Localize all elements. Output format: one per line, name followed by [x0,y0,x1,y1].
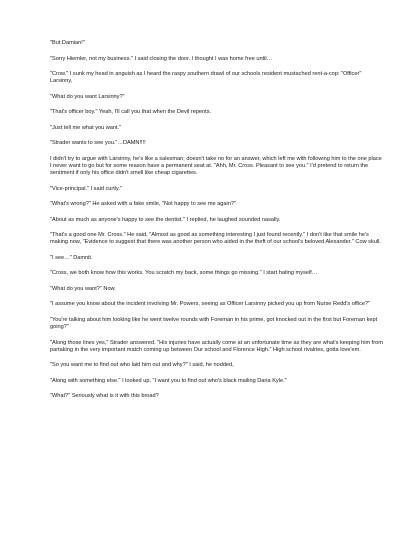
paragraph: "That's a good one Mr. Cross." He said, "Almost as good as something interesting I just found recently." I don't like that smile he's making now, "Evidence to suggest that there was another person who aided in the theft of our school's beloved Alexander." Cow skull. [50,232,381,246]
paragraph: "But Damian!" [50,40,85,46]
paragraph: "Along with something else." I looked up, "I want you to find out who's black mailing Daria Kyle." [50,377,287,384]
paragraph: "Just tell me what you want." [50,124,122,131]
paragraph: "About as much as anyone's happy to see the dentist." I replied, he laughed sounded nasally. [50,216,281,223]
paragraph: "I assume you know about the incident involving Mr. Powers, seeing as Officer Larsinny picked you up from Nurse Redd's office?" [50,301,371,308]
paragraph: "What's wrong?" He asked with a fake smile, "Not happy to see me again?" [50,201,236,208]
paragraph: "What?" Seriously what is it with this broad? [50,393,159,400]
paragraph: "You're talking about him looking like he went twelve rounds with Foreman in his prime, got knocked out in the first but Foreman kept going?" [50,316,378,330]
paragraph: "I see…" Damnit. [50,254,93,261]
paragraph: "Cross, we both know how this works. You scratch my back, some things go missing." I start hating myself… [50,270,318,277]
paragraph: "Vice-principal." I said curtly." [50,185,122,192]
paragraph: "Crow." I sunk my head in anguish as I heard the raspy southern drawl of our schools resident mustached rent-a-cop: "Officer" Larsinny, [50,71,362,85]
paragraph: "Strader wants to see you."…DAMN!!!! [50,140,146,147]
paragraph: "Along those lines yes," Strader answered. "His injuries have actually come at an unfortunate time as they are what's keeping him from partaking in the very important match coming up between Our school and Florence High." High school rivalries, gotta love'em. [50,339,383,353]
paragraph: "So you want me to find out who laid him out and why?" I said, he nodded, [50,362,234,369]
paragraph: "What do you want?" Now. [50,285,116,292]
paragraph: "What do you want Larsinny?" [50,93,125,100]
paragraph: "Sorry Hiemler, not my business." I said closing the door. I thought I was home free until… [50,55,273,62]
paragraph: "That's officer boy." Yeah, I'll call you that when the Devil repents. [50,109,212,116]
paragraph: I didn't try to argue with Larsinny, he's like a salesman; doesn't take no for an answer, which left me with following him to the one place I never want to go but for some reason have a permanent seat at. "Ahh, Mr. Cross. Pleasant to see you." I'd pretend to return the sentiment if only his office didn't smell like cheap cigarettes. [50,155,382,176]
